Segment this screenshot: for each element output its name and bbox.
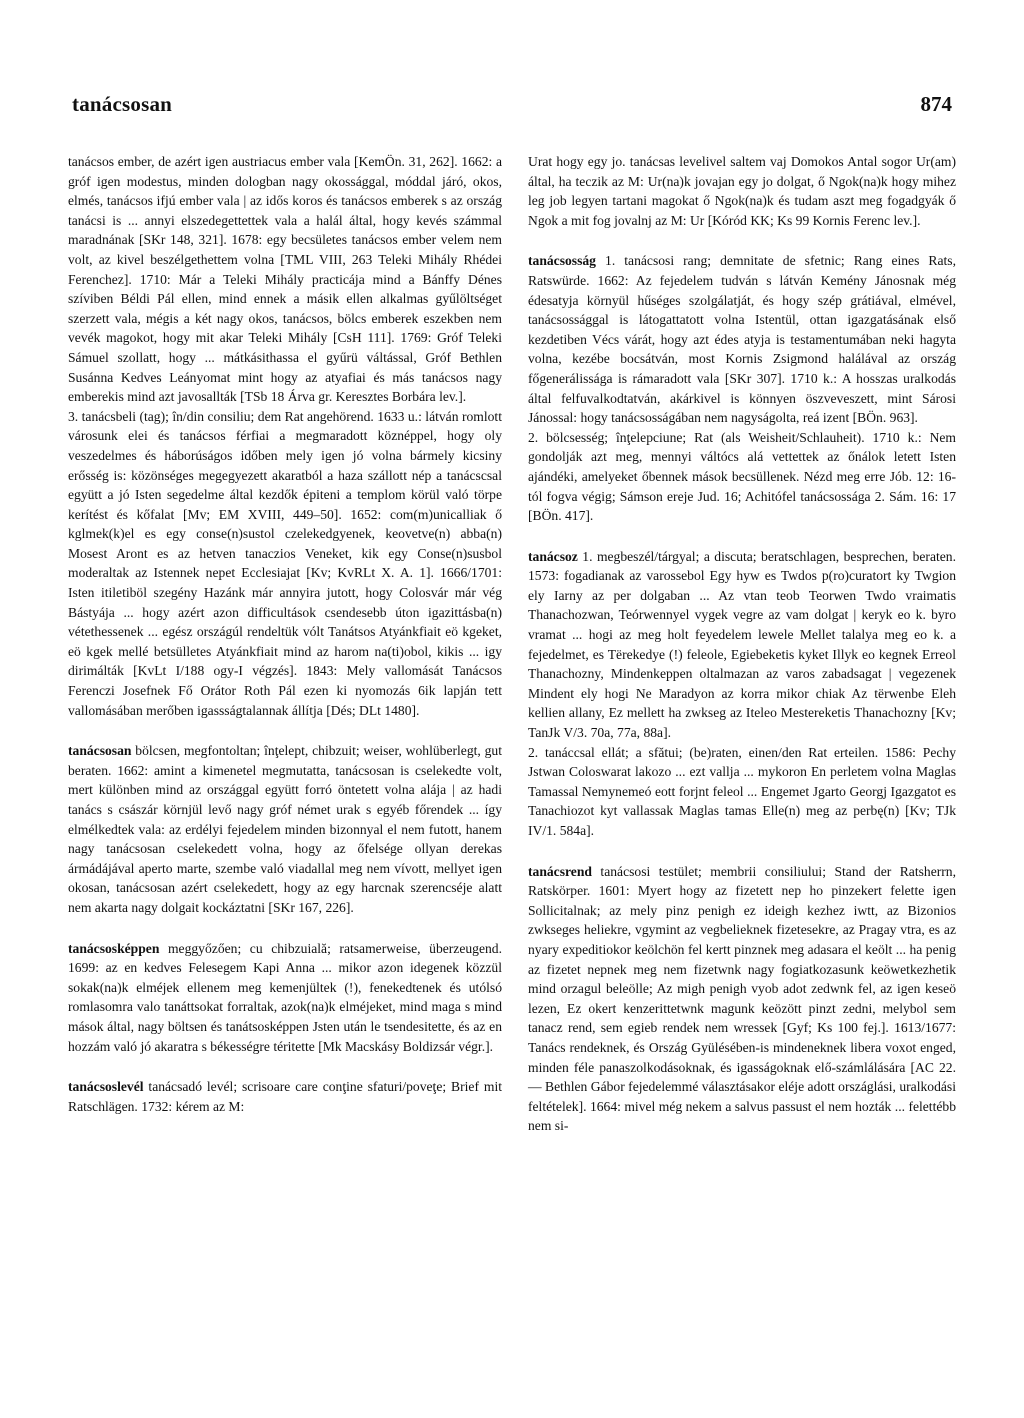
- entry-body: tanácsadó levél; scrisoare care conţine sfaturi/poveţe; Brief mit Ratschlägen. 1732: kérem az M:: [68, 1079, 502, 1114]
- entry-body: 1. tanácsosi rang; demnitate de sfetnic; Rang eines Rats, Ratswürde. 1662: Az fejedelem tudván s látván Kemény Jánosnak még édesatyja környül hűséges szolgálatját, és hogy szép grátiával, elmével, tanácsossággal is látogattatott volna Istentül, ottan igazgatásának első kezdetiben Vécs várát, hogy azt édes atyja is testamentumában neki hagyta volna, kezébe bocsátván, most Kornis Zsigmond halálával az ország főgenerálissága is rámaradott vala [SKr 307]. 1710 k.: A hosszas uralkodás által felfuvalkodtatván, akárkivel is könnyen öszveveszett, mint Sárosi Jánossal: hogy tanácsosságában nem nagyságolta, reá izent [BÖn. 963].: [528, 253, 956, 426]
- sense-2-paragraph: 2. tanáccsal ellát; a sfătui; (be)raten, einen/den Rat erteilen. 1586: Pechy Jstwan Coloswarat lakozo ... ezt vallja ... mykoron En perletem volna Maglas Tamassal Nemynemeó eott forjnt feleol ... Engemet Jgarto Georgj Igazgatot es Tanachiozot kyt vallassak Maglas tamas Elle(n) meg az perbę(n) [Kv; TJk IV/1. 584a].: [528, 744, 956, 838]
- left-column: [68, 152, 502, 1116]
- page-number: 874: [920, 92, 952, 116]
- entry-tanacsoskeppen: [68, 939, 502, 1057]
- running-headword: tanácsosan: [72, 92, 173, 116]
- entry-body: 1. megbeszél/tárgyal; a discuta; beratschlagen, besprechen, beraten. 1573: fogadianak az varossebol Egy hyw es Twdos p(ro)curatort ky Twgion ely Iarny az per dolgaban ... Az vtan teob Teorwen Twdo vraimatis Thanachozwan, Teórwennyel vygek vegre az vam dolgat | keryk eo k. byro vramat ... hogi az meg holt feyedelem lewele Mellet talalya meg eo k. a fejedelmet, es Tërekedye (!) feleole, Egiebeketis kyket Illyk eo kegnek Erreol Thanachozny, Mindenkeppen oltalmazan az varos zabadsagat | vegezenek Mindent ely hogi Ne Maradyon az korra mikor chiak Az tërwenbe Eleh kellien allany, Ez mellett ha zwkseg az Iteleo Mestereketis Thanachozny [Kv; TanJk V/3. 70a, 77a, 88a].: [528, 548, 956, 741]
- entry-continuation-paragraph: tanácsos ember, de azért igen austriacus ember vala [KemÖn. 31, 262]. 1662: a gróf igen modestus, minden dologban nagy okossággal, móddal járó, okos, elmés, tanácsos ifjú ember vala | az idős koros és tanácsos emberek s az ország tanácsi is ... annyi elszedegettettek vala a halál által, hogy kevés számmal maradnának [SKr 148, 321]. 1678: egy becsületes tanácsos ember velem nem volt, az kivel beszélgethettem volna [TML VIII, 263 Teleki Mihály Rhédei Ferenchez]. 1710: Már a Teleki Mihály practicája mind a Bánffy Dénes szíviben Béldi Pál ellen, mind ennek a másik ellen alkalmas gyűlöltséget szerzett vala, mégis a két nagy okos, tanácsos, bölcs emberek eszekben nem vevék magokot, hogy mit akar Teleki Mihály [CsH 111]. 1769: Gróf Teleki Sámuel szollatt, hogy ... mátkásithassa el gyűrü váltással, Gróf Bethlen Susánna Kedves Leányomat mint hogy az atyafiai és más tanácsos nagy emberekis mind azt javosallták [TSb 18 Árva gr. Keresztes Borbára lev.].: [68, 154, 502, 405]
- sense-3-paragraph: 3. tanácsbeli (tag); în/din consiliu; dem Rat angehörend. 1633 u.: látván romlott városunk elei és tanácsos férfiai a megmaradott köznéppel, hogy oly veszedelmes és háborúságos időben mely igen jó volna bármely kicsiny erősség is: közönséges megegyezett akaratból a haza szállott nép a tanácscsal együtt a jó Isten segedelme által kezdők épiteni a templom körül való törpe kerítést és kőfalat [Mv; EM XVIII, 449–50]. 1652: com(m)unicalliak ő kglmek(k)el es egy conse(n)sustol czelekedgyenek, keovetve(n) abba(n) Mosest Aront es az hetven tanaczios Veneket, kik egy Conse(n)susbol moderaltak az Istennek nepet Ecclesiajat [Kv; KvRLt X. A. 1]. 1666/1701: Isten itiletiböl szegény Hazánk már annyira jutott, hogy Colosvár már vég Bástyája ... hogy azért azon difficultások csendesebb úton igazittásba(n) vétethessenek ... egész országúl rendeltük vólt Tanátsos Atyánkfiait eö kgeket, eö kgek mellé betsülletes Atyánkfiait mind az harom na(ti)obol, kikis ... igy dirimálták [KvLt I/188 ogy-I végzés]. 1843: Mely vallomását Tanácsos Ferenczi Josefnek Fő Orátor Roth Pál ezen ki nyomozás 6ik lapján tett vallomásában merőben igassságtalannak állítja [Dés; DLt 1480].: [68, 408, 502, 718]
- entry-tanacsoz: [528, 547, 956, 743]
- sense-2-paragraph: 2. bölcsesség; înţelepciune; Rat (als Weisheit/Schlauheit). 1710 k.: Nem gondolják azt meg, mennyi váltócs alá vettettek az őnálok letett Isten ajándéki, amelyeket őbennek mások becsüllenek. Nézd meg erre Jób. 12: 16-tól fogva végig; Sámson ereje Jud. 16; Achitófel tanácsossága 2. Sám. 16: 17 [BÖn. 417].: [528, 429, 956, 524]
- entry-tanacsossag: [528, 251, 956, 427]
- entry-continuation-paragraph: Urat hogy egy jo. tanácsas levelivel saltem vaj Domokos Antal sogor Ur(am) által, ha teczik az M: Ur(na)k jovajan egy jo dolgat, ő Ngok(na)k hogy mihez leg job legyen tartani magokat ő Ngok(na)k és tudam aszt meg fogadgyák ő Ngok a mit fog jovalnj az M: Ur [Kóród KK; Ks 99 Kornis Ferenc lev.].: [528, 154, 956, 228]
- entry-headword: tanácsosan: [68, 743, 132, 759]
- entry-headword: tanácsosság: [528, 253, 596, 269]
- entry-body: tanácsosi testület; membrii consiliului; Stand der Ratsherrn, Ratskörper. 1601: Myert hogy az fizetett nep ho pinzekert felette igen Sollicitalnak; az mely pinz penigh ez ideigh kezhez iwtt, az Bizonios zwkseges heliekre, vgymint az vegbelieknek fizetesekre, az Pragay vtra, es az nyary expeditiokor keölchön fel kertt pinznek meg adasara el keölt ... ha penig az fizetet nepnek meg nem fizetwnk nagy fogiatkozasunk keöwetkezhetik mind orzagul beleölle; Az migh penigh vyob adot zedwnk fel, az igen keseö lezen, Ez okert kenzerittetwnk magunk keözött pinzt zedni, melybol sem tanacz rend, sem egieb rendek nem wressek [Gyf; Ks 100 fej.]. 1613/1677: Tanács rendeknek, és Ország Gyülésében-is mindeneknek libera voxot enged, minden féle panaszolkodásoknak, és igasságoknak elő-számlálására [AC 22. — Bethlen Gábor fejedelemmé választásakor eléje adott országlási, uralkodási feltételek]. 1664: mivel még nekem a salvus passust el nem hozták ... felettébb nem si-: [528, 863, 956, 1134]
- right-column: [528, 152, 956, 1136]
- entry-tanacsosan: [68, 741, 502, 917]
- page-header: [72, 92, 952, 117]
- entry-tanacsrend: [528, 862, 956, 1136]
- entry-body: meggyőzően; cu chibzuială; ratsamerweise, überzeugend. 1699: az en kedves Felesegem Kapi Anna ... mikor azon idegenek közzül sokak(na)k elméjek ellenem meg kemenjültek (!), fenekedtenek és utólsó romlasomra valo tanáttsokat forraltak, azok(na)k elméjeket, mind maga s mind mások által, nagy böltsen és tanátsosképpen Jsten után le tsendesitette, és az en hozzám való jó akaratra s békességre téritette [Mk Macskásy Boldizsár végr.].: [68, 940, 502, 1054]
- entry-body: bölcsen, megfontoltan; înţelept, chibzuit; weiser, wohlüberlegt, gut beraten. 1662: amint a kimenetel megmutatta, tanácsosan is cselekedte volt, mert különben mind az országgal együtt forró öntetett volna alája | az hadi tanács s császár körnjül levő nagy gróf német urak s egyéb főrendek ... így elmélkedtek vala: az erdélyi fejedelem minden bizonnyal el nem futott, hanem nagy tanácsosan cselekedett volna, hogy az őfelsége ollyan derekas ármádájával aperto marte, szembe való viadallal meg nem vívott, mellyet igen okosan, tanácsosan azért cselekedett, hogy az egy harcnak szerencséje alatt nem akarta nagy dolgait kockáztatni [SKr 167, 226].: [68, 743, 502, 915]
- entry-headword: tanácsoz: [528, 548, 578, 564]
- entry-headword: tanácsoslevél: [68, 1079, 144, 1095]
- entry-tanacsoslevel: [68, 1077, 502, 1116]
- entry-headword: tanácsosképpen: [68, 940, 160, 956]
- entry-headword: tanácsrend: [528, 863, 592, 879]
